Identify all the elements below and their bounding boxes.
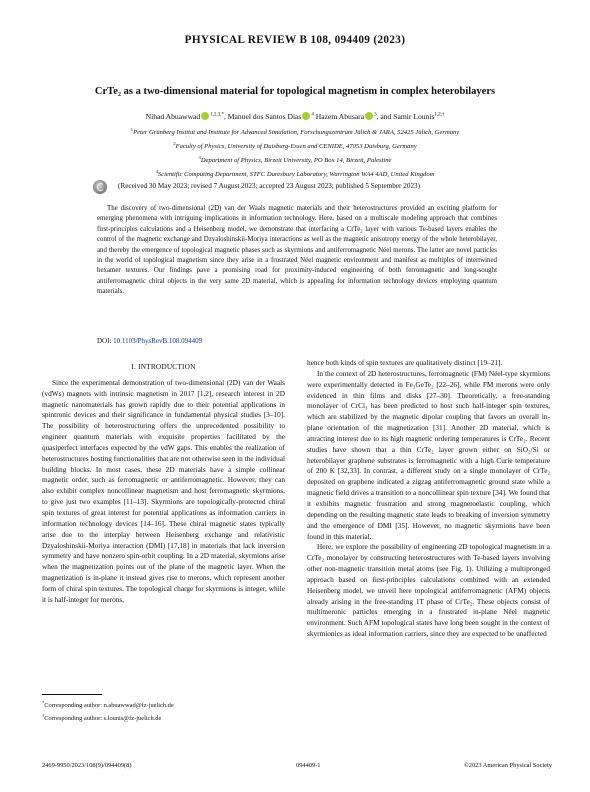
author-name: Nihad Abuawwad	[145, 112, 201, 121]
footer-copyright: ©2023 American Physical Society	[463, 762, 552, 769]
doi-line	[97, 337, 202, 345]
author-name: Samir Lounis	[393, 112, 435, 121]
doi-label: DOI:	[97, 337, 112, 345]
affiliation-text: Peter Grünberg Institut and Institute for Advanced Simulation, Forschungszentrum Jülich & JARA, 52425 Jülich, Germany	[133, 129, 460, 137]
footnote-text: Corresponding author: n.abuawwad@fz-juelich.de	[44, 702, 174, 710]
author-affil-marks: 3	[374, 112, 377, 118]
publication-dates-row	[0, 180, 590, 194]
footnote	[42, 698, 285, 711]
author-affil-marks: 1,2,†	[434, 112, 445, 118]
affiliation	[30, 125, 560, 139]
affiliation-text: Department of Physics, Birzeit University, PO Box 14, Birzeit, Palestine	[200, 157, 392, 165]
doi-link[interactable]: 10.1103/PhysRevB.108.094409	[113, 337, 203, 345]
journal-running-head: PHYSICAL REVIEW B 108, 094409 (2023)	[184, 34, 406, 46]
body-paragraph: hence both kinds of spin textures are qualitatively distinct [19–21].	[307, 358, 503, 367]
author-affil-marks: 1,2,3,*	[210, 112, 224, 118]
affiliation	[30, 153, 560, 167]
body-paragraph: Since the experimental demonstration of two-dimensional (2D) van der Waals (vdWs) magnets with intrinsic magnetism in 2017 [1,2], research interest in 2D magnetic nanomaterials has grown rapidly due to their potential applications in spintronic devices and their significance in fundamental physical studies [3–10]. The possibility of heterostructuring offers the unprecedented possibility to engineer quantum materials with exquisite properties facilitated by the quasiperfect interfaces expected by the vdW gaps. This enables the realization of heterostructures hosting functionalities that are not otherwise seen in the individual building blocks. In most cases, these 2D materials have a simple collinear magnetic order, such as ferromagnetic or antiferromagnetic. However, they can also exhibit complex noncollinear magnetism and host ferromagnetic skyrmions, to give just two examples [11–13]. Skyrmions are topologically-protected chiral spin textures of great interest for potential applications as information carriers in information technology devices [14–16]. These chiral magnetic states typically arise due to the interplay between Heisenberg exchange and relativistic Dzyaloshinskii-Moriya interaction (DMI) [17,18] in materials that lack inversion symmetry and have nonzero spin-orbit coupling. In a 2D material, skyrmions arise when the magnetization points out of the plane of the magnetic layer. When the magnetization is in-plane it instead gives rise to merons, which represent another form of chiral spin textures. The topological charge for skyrmions is integer, while it is half-integer for merons,	[42, 377, 285, 604]
footer-page-number: 094409-1	[296, 762, 321, 769]
paper-title: CrTe₂ as a two-dimensional material for topological magnetism in complex heterobilayers	[94, 86, 496, 97]
affiliation-number: 1	[130, 127, 134, 132]
affiliation-number: 2	[173, 140, 176, 146]
footnote-mark: *	[42, 700, 45, 705]
left-column	[42, 362, 285, 606]
footnotes	[42, 698, 285, 724]
author-affil-marks: 4	[311, 112, 314, 118]
author-list: Nihad Abuawwad $^{1,2,3,*}$, Manuel dos Santos Dias $^4$ Hazem Abusara $^3$, and Samir Lounis$^{1,2,\dagger}$	[145, 112, 445, 121]
section-heading: I. INTRODUCTION	[131, 362, 196, 371]
affiliation	[30, 139, 560, 153]
affiliation-text: Scientific Computing Department, STFC Daresbury Laboratory, Warrington WA4 4AD, United Kingdom	[157, 171, 435, 179]
check-for-updates-icon[interactable]	[93, 180, 107, 194]
author-name: Manuel dos Santos Dias	[227, 112, 302, 121]
body-paragraph: In the context of 2D heterostructures, ferromagnetic (FM) Néel-type skyrmions were experimentally detected in Fe₃GeTe₂ [22–26], while FM merons were only evidenced in thin films and disks [27–30]. Theoretically, a free-standing monolayer of CrCl₃ has been predicted to host such half-integer spin textures, which are stabilized by the magnetic dipolar coupling that favors an overall in-plane orientation of the magnetization [31]. Another 2D material, which is attracting interest due to its high magnetic ordering temperatures is CrTe₂. Recent studies have shown that a thin CrTe₂ layer grown either on SiO₂/Si or heterobilayer graphene substrates is ferromagnetic with a high Curie temperature of 200 K [32,33]. In contrast, a different study on a single monolayer of CrTe₂ deposited on graphene indicated a zigzag antiferromagnetic ground state while a magnetic field drives a transition to a noncollinear spin texture [34]. We found that it exhibits magnetic frustration and strong magnetoelastic coupling, which depending on the resulting magnetic state leads to breaking of inversion symmetry and the emergence of DMI [35]. However, no magnetic skyrmions have been found in this material.	[307, 368, 550, 541]
orcid-icon[interactable]	[302, 112, 310, 120]
publication-dates: (Received 30 May 2023; revised 7 August 2023; accepted 23 August 2023; published 5 September 2023)	[118, 182, 421, 190]
abstract: The discovery of two-dimensional (2D) van der Waals magnetic materials and their heterostructures provided an exciting platform for emerging phenomena with intriguing implications in information technology. Here, based on a multiscale modeling approach that combines first-principles calculations and a Heisenberg model, we demonstrate that interfacing a CrTe₂ layer with various Te-based layers enables the control of the magnetic exchange and Dzyaloshinskii-Moriya interactions as well as the magnetic anisotropy energy of the whole heterobilayer, and thereby the emergence of topological magnetic phases such as skyrmions and antiferromagnetic Néel merons. The latter are novel particles in the world of topological magnetism since they arise in a frustrated Néel magnetic environment and manifest as multiples of intertwined hexamer textures. Our findings pave a promising road for proximity-induced engineering of both ferromagnetic and long-sought antiferromagnetic chiral objects in the very same 2D material, which is appealing for information technology devices employing quantum materials.	[97, 205, 497, 296]
footnote-text: Corresponding author: s.lounis@fz-juelich.de	[44, 715, 162, 723]
footnote-divider	[42, 694, 102, 695]
footnote	[42, 711, 285, 724]
affiliation	[30, 167, 560, 181]
footnote-mark: †	[42, 713, 45, 719]
orcid-icon[interactable]	[201, 112, 209, 120]
author-name: Hazem Abusara	[315, 112, 365, 121]
affiliation-list	[30, 125, 560, 181]
footer-issn: 2469-9950/2023/108(9)/094409(8)	[42, 762, 132, 769]
body-paragraph: Here, we explore the possibility of engineering 2D topological magnetism in a CrTe₂ monolayer by constructing heterostructures with Te-based layers involving other non-magnetic transition metal atoms (see Fig. 1). Utilizing a multipronged approach based on first-principles calculations combined with an extended Heisenberg model, we unveil here topological antiferromagnetic (AFM) objects already arising in the free-standing 1T phase of CrTe₂. These objects consist of multimeronic particles emerging in a frustrated in-plane Néel magnetic environment. Such AFM topological states have long been sought in the context of skyrmionics as ideal information carriers, since they are expected to be unaffected	[307, 542, 550, 639]
orcid-icon[interactable]	[365, 112, 373, 120]
affiliation-number: 3	[198, 154, 201, 160]
right-column	[307, 358, 550, 640]
affiliation-number: 4	[155, 168, 158, 174]
affiliation-text: Faculty of Physics, University of Duisburg-Essen and CENIDE, 47053 Duisburg, Germany	[175, 143, 417, 151]
